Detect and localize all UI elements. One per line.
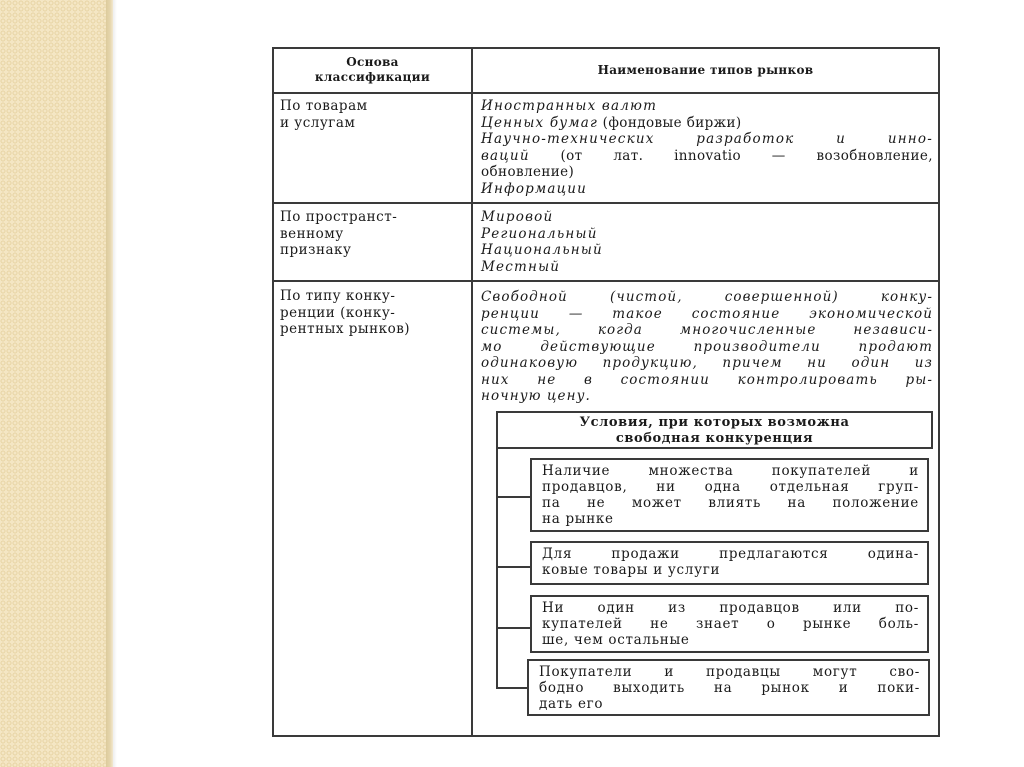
branch-line	[496, 566, 530, 568]
branch-line	[496, 496, 530, 498]
header-divider	[272, 92, 940, 94]
definition-line: ренции — такое состояние экономической	[481, 305, 933, 322]
condition-box-identical-goods	[530, 541, 929, 585]
basis-line: рентных рынков)	[280, 321, 411, 337]
row-divider-2	[272, 280, 940, 282]
condition-line: продавцов, ни одна отдельная груп-	[542, 479, 919, 495]
conditions-tree-trunk	[496, 447, 498, 689]
type-line: обновление)	[481, 164, 575, 180]
condition-line: ше, чем остальные	[542, 632, 690, 648]
column-divider	[471, 47, 473, 737]
row-basis-competition	[280, 288, 468, 338]
definition-line: системы, когда многочисленные независи-	[481, 322, 933, 338]
type-line: Мировой	[481, 209, 554, 225]
type-line: Научно-технических разработок и инно-	[481, 131, 933, 147]
conditions-title-box	[496, 411, 933, 449]
type-line: Иностранных валют	[481, 98, 658, 114]
row-divider-1	[272, 202, 940, 204]
definition-line: ночную цену.	[481, 388, 591, 404]
basis-line: По типу конку-	[280, 288, 396, 304]
condition-line: бодно выходить на рынок и поки-	[539, 680, 920, 696]
side-strip-edge	[106, 0, 113, 767]
row-types-goods-services	[481, 98, 933, 197]
header-line: Основа	[346, 55, 399, 69]
conditions-title-line: Условия, при которых возможна	[579, 415, 850, 430]
condition-line: дать его	[539, 696, 604, 712]
type-line: Региональный	[481, 225, 598, 242]
condition-line: ковые товары и услуги	[542, 562, 721, 578]
definition-line: них не в состоянии контролировать ры-	[481, 371, 933, 388]
definition-line: Свободной (чистой, совершенной) конку-	[481, 289, 933, 305]
condition-line: Ни один из продавцов или по-	[542, 600, 919, 616]
row-types-spatial	[481, 209, 933, 275]
type-line: Национальный	[481, 242, 603, 258]
condition-line: Наличие множества покупателей и	[542, 463, 919, 479]
type-line: Информации	[481, 180, 588, 197]
decorative-side-strip	[0, 0, 106, 767]
condition-line: купателей не знает о рынке боль-	[542, 616, 919, 632]
condition-line: на рынке	[542, 511, 614, 527]
row-basis-spatial	[280, 209, 468, 259]
basis-line: и услугам	[280, 114, 356, 131]
basis-line: венному	[280, 225, 344, 242]
type-line: ваций (от лат. innovatio — возобновление,	[481, 147, 933, 164]
condition-line: Для продажи предлагаются одина-	[542, 546, 919, 562]
branch-line	[496, 687, 528, 689]
row-basis-goods-services	[280, 98, 468, 131]
basis-line: признаку	[280, 242, 352, 258]
header-line: классификации	[314, 70, 431, 84]
header-market-types	[473, 63, 938, 78]
condition-line: Покупатели и продавцы могут сво-	[539, 664, 920, 680]
basis-line: ренции (конку-	[280, 304, 396, 321]
branch-line	[496, 627, 530, 629]
type-line: Ценных бумаг (фондовые биржи)	[481, 114, 742, 131]
condition-box-free-entry-exit	[527, 659, 930, 716]
basis-line: По пространст-	[280, 209, 398, 225]
definition-line: одинаковую продукцию, причем ни один из	[481, 355, 933, 371]
condition-box-equal-information	[530, 595, 929, 653]
condition-box-many-participants	[530, 458, 929, 532]
free-competition-definition	[481, 289, 933, 405]
header-classification-basis	[274, 55, 471, 85]
type-line: Местный	[481, 258, 561, 275]
conditions-title-line: свободная конкуренция	[615, 430, 814, 446]
condition-line: па не может влиять на положение	[542, 495, 919, 511]
basis-line: По товарам	[280, 98, 368, 114]
side-strip-shadow	[113, 0, 117, 767]
definition-line: мо действующие производители продают	[481, 338, 933, 355]
header-line: Наименование типов рынков	[597, 63, 814, 77]
